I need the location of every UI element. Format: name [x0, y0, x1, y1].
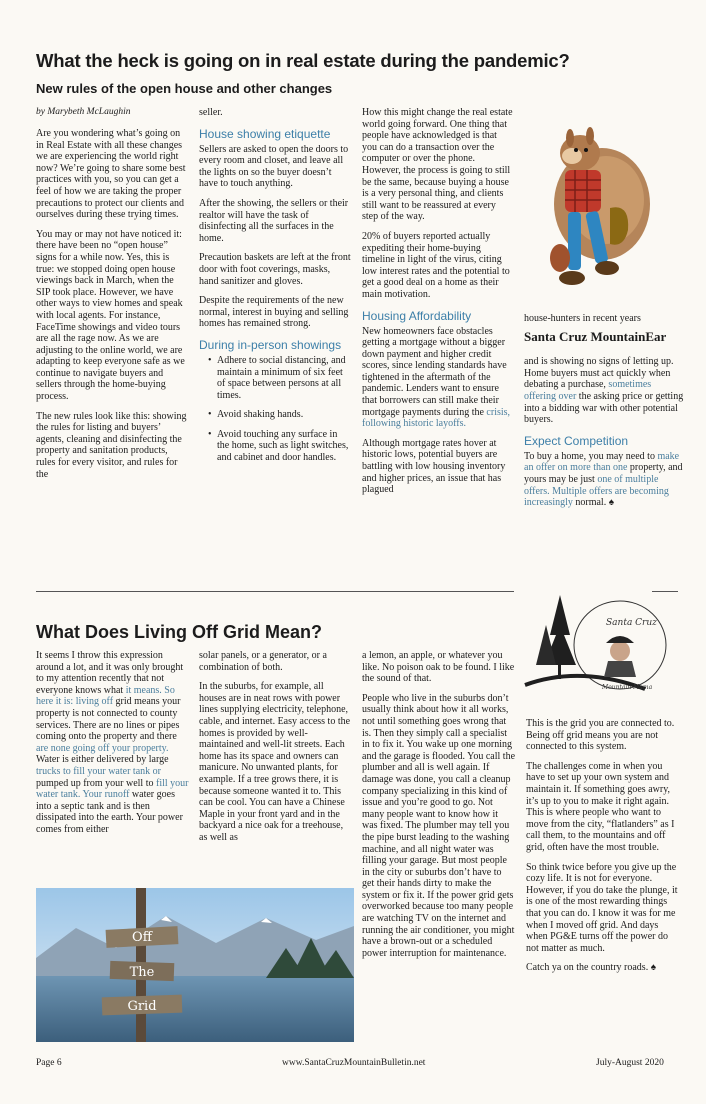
paragraph: [36, 650, 190, 836]
list-item: • Avoid shaking hands.: [217, 409, 351, 421]
article2-column-2: [199, 650, 351, 852]
text-run: New homeowners face obstacles getting a mortgage without a bigger down payment and higher credit scores, since lending standards have tightened in the aftermath of the pandemic. Lenders want to ensure that borrowers can still make their mortgage payments during the: [362, 325, 507, 418]
link-text[interactable]: one of multiple offers. Multiple offers are becoming increasingly: [524, 473, 669, 509]
section-heading: Expect Competition: [524, 433, 629, 448]
list-item: • Avoid touching any surface in the home, such as light switches, and cabinet and door handles.: [217, 429, 351, 464]
squirrel-illustration: [540, 108, 660, 308]
paragraph: solar panels, or a generator, or a combination of both.: [199, 650, 327, 673]
paragraph: [362, 326, 514, 430]
text-run: the asking price or getting into a bidding war with other potential buyers.: [524, 390, 684, 426]
text-run: water goes into a septic tank and is then dissipated into the earth. Your power comes from either: [36, 789, 183, 835]
text-run: property, and yours may be just: [524, 462, 683, 485]
divider: [36, 591, 514, 592]
byline: by Marybeth McLaughin: [36, 107, 131, 117]
mountain-mama-logo: [520, 585, 670, 695]
text-run: It seems I throw this expression around a lot, and it was only brought to my attention recently that not everyone knows what: [36, 650, 184, 696]
paragraph: Are you wondering what’s going on in Real Estate with all these changes we are experiencing the world right now? We’re going to share some best practices with you, so you can get a feel of how we are taking the proper precautions to protect our clients and ourselves during these trying times.: [36, 128, 186, 221]
paragraph: The challenges come in when you have to set up your own system and maintain it. If something goes awry, it’s up to you to make it right again. This is where people who want to move from the city, “flatlanders” as I call them, to the mountains and off grid, often have the most trouble.: [526, 760, 675, 853]
sign-text: Grid: [127, 999, 157, 1014]
paragraph: Despite the requirements of the new normal, interest in buying and selling homes has remained strong.: [199, 295, 349, 330]
article1-column-1: [36, 128, 188, 488]
bullet-list: [199, 355, 351, 464]
article2-column-3: [362, 650, 516, 967]
link-text[interactable]: are none going off your property.: [36, 742, 169, 754]
sign-text: Off: [132, 930, 152, 945]
page-number: Page 6: [36, 1058, 62, 1068]
article-title: What the heck is going on in real estate during the pandemic?: [36, 50, 570, 71]
paragraph: [524, 451, 684, 509]
logo-subtext: Mountain Mama: [602, 684, 653, 691]
paragraph: a lemon, an apple, or whatever you like. No poison oak to be found. I like the sound of that.: [362, 650, 515, 685]
paragraph: The new rules look like this: showing the rules for listing and buyers’ agents, cleaning and disinfecting the property and sanitation products, rules for every visitor, and rules for the: [36, 410, 187, 480]
paragraph: [524, 356, 684, 426]
link-text[interactable]: it means. So here it is: living off: [36, 684, 175, 708]
link-text[interactable]: fill your water tank. Your runoff: [36, 777, 189, 801]
article2-column-4: [526, 718, 680, 982]
paragraph: You may or may not have noticed it: there have been no “open house” signs for a while now. Yes, this is true: we stopped doing open house viewings back in March, when the SIP took place. However, we have other ways to view homes and speak with local agents. For instance, FaceTime showings and video tours are all the rage now. As we are adjusting to the online world, we are adapting to keep everyone safe as we continue to navigate buyers and sellers through the home-buying process.: [36, 228, 185, 403]
paragraph: seller.: [199, 107, 223, 118]
section-heading: During in-person showings: [199, 337, 342, 352]
text-run: grid means your property is not connected to county services. There are no lines or pipes coming onto the property and there: [36, 696, 181, 743]
footer-url[interactable]: www.SantaCruzMountainBulletin.net: [282, 1058, 426, 1068]
paragraph: 20% of buyers reported actually expediting their home-buying timeline in light of the virus, citing low interest rates and the potential to get a good deal on a home as their main motivation.: [362, 230, 510, 300]
article-subtitle: New rules of the open house and other changes: [36, 81, 333, 96]
text-run: normal. ♠: [572, 497, 615, 509]
paragraph: Catch ya on the country roads. ♠: [526, 962, 656, 974]
section-heading: Housing Affordability: [362, 308, 472, 323]
paragraph: Precaution baskets are left at the front door with foot coverings, masks, hand sanitizer and gloves.: [199, 252, 351, 287]
footer-date: July-August 2020: [596, 1058, 664, 1068]
link-text[interactable]: crisis, following historic layoffs.: [362, 406, 511, 430]
text-run: and is showing no signs of letting up. Home buyers must act quickly when debating a purchase,: [524, 356, 674, 391]
sign-text: The: [129, 965, 155, 980]
text-run: Water is either delivered by large: [36, 754, 169, 766]
text-run: To buy a home, you may need to: [524, 450, 658, 462]
off-the-grid-photo: [36, 888, 354, 1042]
article-title: What Does Living Off Grid Mean?: [36, 622, 323, 642]
list-item: • Adhere to social distancing, and maintain a minimum of six feet of space between persons at all times.: [217, 355, 351, 401]
link-text[interactable]: make an offer on more than one: [524, 450, 680, 474]
article1-column-4: [524, 313, 684, 517]
article1-column-2: [199, 107, 351, 472]
paragraph: Although mortgage rates hover at historic lows, potential buyers are battling with low housing inventory and higher prices, an issue that has plagued: [362, 437, 506, 496]
author-signature: Santa Cruz MountainEar: [524, 328, 667, 344]
paragraph: So think twice before you give up the cozy life. It is not for everyone. However, if you do take the plunge, it is one of the most rewarding things that you can do. I know it was for me when I moved off grid. And days when PG&E turns off the power do not matter as much.: [526, 861, 678, 954]
article2-column-1: [36, 650, 190, 844]
paragraph: In the suburbs, for example, all houses are in neat rows with power lines supplying electricity, telephone, cable, and internet. Easy access to the homes is provided by well-maintained and well-lit streets. Each home has its space and owners can manicure. No unwanted plants, for example. If a tree grows there, it is because someone wanted it to. This can be cool. You can have a Chinese Maple in your front yard and in the backyard a nice oak for a treehouse, as well as: [199, 681, 351, 843]
link-text[interactable]: trucks to fill your water tank or: [36, 765, 161, 777]
paragraph: This is the grid you are connected to. Being off grid means you are not connected to this system.: [526, 718, 675, 753]
link-text[interactable]: sometimes offering over: [524, 379, 652, 402]
section-heading: House showing etiquette: [199, 126, 331, 141]
paragraph: How this might change the real estate world going forward. One thing that people have acknowledged is that you can do a transaction over the computer or over the phone. However, the process is going to still be the same, because buying a house is a very personal thing, and clients still want to be reassured at every step of the way.: [362, 107, 513, 223]
article1-column-3: [362, 107, 514, 504]
paragraph: Sellers are asked to open the doors to every room and closet, and leave all the lights on so the buyer doesn’t have to touch anything.: [199, 143, 349, 190]
text-run: pumped up from your well to: [36, 777, 156, 789]
logo-text: Santa Cruz: [606, 618, 657, 628]
paragraph: house-hunters in recent years: [524, 313, 641, 324]
paragraph: People who live in the suburbs don’t usually think about how it all works, not until something goes wrong that is. Then they simply call a specialist in to fix it. You wake up one morning and the garage is flooded. You call the plumber and all is well again. If damage was done, you call a cleanup company specializing in this kind of issue and you’re good to go. Not many people want to know how it was fixed. The plumber may tell you the pipe burst leading to the washing machine, and all night water was filling your garage. But most people in the city or suburbs don’t have to get their hands dirty to make the system or fix it. If the power grid gets overworked because too many people are watching TV on the internet and running the air conditioner, you might have a brown-out or a scheduled power interruption for maintenance.: [362, 692, 516, 959]
paragraph: After the showing, the sellers or their realtor will have the task of disinfecting all the surfaces in the home.: [199, 197, 349, 244]
